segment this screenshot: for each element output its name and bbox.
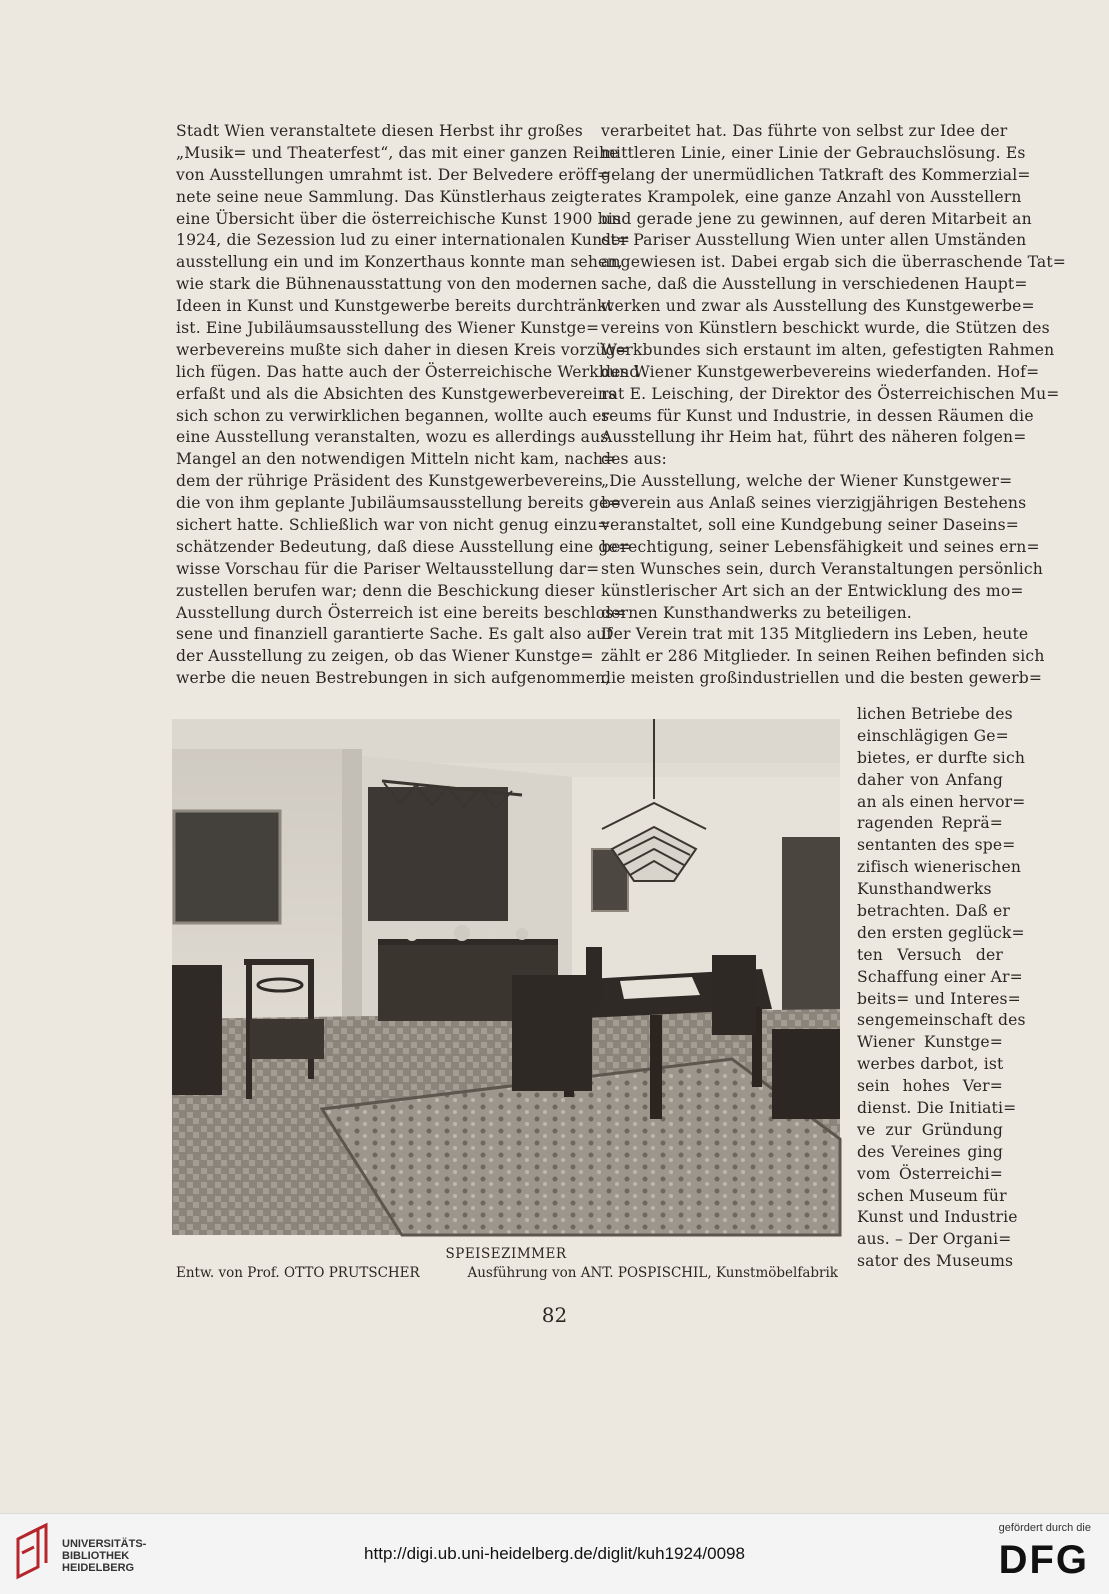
text-line: des Vereines ging bbox=[857, 1142, 1003, 1161]
text-line: zählt er 286 Mitglieder. In seinen Reihen befinden sich bbox=[601, 647, 1045, 666]
text-line: ist. Eine Jubiläumsausstellung des Wiener Kunstge= bbox=[176, 319, 600, 338]
text-line: vereins von Künstlern beschickt wurde, die Stützen des bbox=[601, 319, 1050, 338]
text-line: lichen Betriebe des bbox=[857, 705, 1013, 723]
text-line: des Wiener Kunstgewerbevereins wiederfanden. Hof= bbox=[601, 362, 1040, 381]
library-footer bbox=[0, 1513, 1109, 1594]
text-line: Kunsthandwerks bbox=[857, 880, 992, 899]
text-line: von Ausstellungen umrahmt ist. Der Belvedere eröff= bbox=[176, 165, 611, 184]
text-line: eine Übersicht über die österreichische Kunst 1900 bis bbox=[176, 209, 622, 228]
text-line: „Musik= und Theaterfest“, das mit einer ganzen Reihe bbox=[176, 143, 619, 162]
text-line: sator des Museums bbox=[857, 1252, 1014, 1271]
text-line: Ausstellung ihr Heim hat, führt des näheren folgen= bbox=[601, 428, 1027, 447]
text-line: sten Wunsches sein, durch Veranstaltungen persönlich bbox=[601, 559, 1043, 578]
text-line: Ideen in Kunst und Kunstgewerbe bereits durchtränkt bbox=[176, 297, 614, 316]
text-line: wisse Vorschau für die Pariser Weltausstellung dar= bbox=[176, 559, 600, 578]
text-line: aus. – Der Organi= bbox=[857, 1230, 1012, 1249]
text-line: berechtigung, seiner Lebensfähigkeit und seines ern= bbox=[601, 537, 1040, 556]
text-line: schen Museum für bbox=[857, 1186, 1007, 1205]
text-line: ten Versuch der bbox=[857, 945, 1003, 964]
text-line: eine Ausstellung veranstalten, wozu es allerdings aus bbox=[176, 428, 609, 447]
institution-line: UNIVERSITÄTS- bbox=[62, 1538, 147, 1550]
text-line: sene und finanziell garantierte Sache. Es galt also auf bbox=[176, 625, 613, 644]
text-line: werbe die neuen Bestrebungen in sich aufgenommen, bbox=[176, 669, 611, 688]
right-column-text bbox=[601, 121, 1066, 690]
text-line: Werkbundes sich erstaunt im alten, gefestigten Rahmen bbox=[601, 340, 1055, 359]
institution-line: BIBLIOTHEK bbox=[62, 1550, 130, 1562]
text-line: beverein aus Anlaß seines vierzigjährigen Bestehens bbox=[601, 494, 1027, 513]
text-line: erfaßt und als die Absichten des Kunstgewerbevereins bbox=[176, 384, 617, 403]
text-line: den ersten geglück= bbox=[857, 923, 1025, 942]
photo-caption-title: SPEISEZIMMER bbox=[445, 1246, 567, 1262]
text-line: sichert hatte. Schließlich war von nicht genug einzu= bbox=[176, 516, 611, 535]
text-line: rates Krampolek, eine ganze Anzahl von Ausstellern bbox=[601, 187, 1022, 206]
page-number: 82 bbox=[541, 1303, 568, 1327]
text-line: Mangel an den notwendigen Mitteln nicht kam, nach= bbox=[176, 450, 617, 469]
text-line: an als einen hervor= bbox=[857, 792, 1026, 811]
funded-by-label: gefördert durch die bbox=[998, 1522, 1091, 1534]
text-line: vom Österreichi= bbox=[857, 1164, 1003, 1183]
text-line: betrachten. Daß er bbox=[857, 902, 1011, 921]
text-line: zustellen berufen war; denn die Beschickung dieser bbox=[176, 581, 595, 600]
text-line: die meisten großindustriellen und die besten gewerb= bbox=[601, 669, 1043, 688]
text-line: angewiesen ist. Dabei ergab sich die überraschende Tat= bbox=[601, 253, 1066, 272]
text-line: die von ihm geplante Jubiläumsausstellung bereits ge= bbox=[176, 494, 622, 513]
text-line: schätzender Bedeutung, daß diese Ausstellung eine ge= bbox=[176, 537, 632, 556]
text-line: 1924, die Sezession lud zu einer internationalen Kunst= bbox=[176, 231, 631, 250]
text-line: rat E. Leisching, der Direktor des Österreichischen Mu= bbox=[601, 384, 1060, 403]
text-line: Schaffung einer Ar= bbox=[857, 967, 1023, 986]
right-narrow-column-text bbox=[857, 704, 1026, 1273]
text-line: werbevereins mußte sich daher in diesen Kreis vorzüg= bbox=[176, 340, 629, 359]
text-line: lich fügen. Das hatte auch der Österreichische Werkbund bbox=[176, 362, 640, 381]
text-line: werken und zwar als Ausstellung des Kunstgewerbe= bbox=[601, 297, 1035, 316]
text-line: ragenden Reprä= bbox=[857, 814, 1003, 833]
text-line: dem der rührige Präsident des Kunstgewerbevereins bbox=[176, 472, 603, 491]
text-line: wie stark die Bühnenausstattung von den modernen bbox=[176, 275, 598, 294]
text-line: der Ausstellung zu zeigen, ob das Wiener Kunstge= bbox=[176, 647, 594, 666]
text-line: ausstellung ein und im Konzerthaus konnte man sehen, bbox=[176, 253, 623, 272]
text-line: dernen Kunsthandwerks zu beteiligen. bbox=[601, 603, 912, 622]
text-line: Ausstellung durch Österreich ist eine bereits beschlos= bbox=[176, 603, 627, 622]
text-line: zifisch wienerischen bbox=[857, 858, 1022, 877]
text-line: künstlerischer Art sich an der Entwicklung des mo= bbox=[601, 581, 1024, 600]
photo-caption-execution-credit: Ausführung von ANT. POSPISCHIL, Kunstmöbelfabrik bbox=[467, 1265, 838, 1281]
text-line: werbes darbot, ist bbox=[857, 1055, 1004, 1074]
text-line: seums für Kunst und Industrie, in dessen Räumen die bbox=[601, 406, 1034, 425]
text-line: dienst. Die Initiati= bbox=[857, 1099, 1017, 1118]
photo-caption-design-credit: Entw. von Prof. OTTO PRUTSCHER bbox=[176, 1265, 420, 1281]
dfg-logo: DFG bbox=[998, 1538, 1089, 1582]
text-line: mittleren Linie, einer Linie der Gebrauchslösung. Es bbox=[601, 143, 1026, 162]
text-line: Kunst und Industrie bbox=[857, 1208, 1018, 1227]
text-line: „Die Ausstellung, welche der Wiener Kunstgewer= bbox=[601, 472, 1013, 491]
text-line: und gerade jene zu gewinnen, auf deren Mitarbeit an bbox=[601, 209, 1032, 228]
text-line: beits= und Interes= bbox=[857, 989, 1021, 1008]
text-line: sentanten des spe= bbox=[857, 836, 1016, 855]
text-line: verarbeitet hat. Das führte von selbst zur Idee der bbox=[601, 122, 1008, 140]
text-line: gelang der unermüdlichen Tatkraft des Kommerzial= bbox=[601, 165, 1031, 184]
text-line: sein hohes Ver= bbox=[857, 1077, 1003, 1096]
text-line: sich schon zu verwirklichen begannen, wollte auch er bbox=[176, 406, 610, 425]
text-line: nete seine neue Sammlung. Das Künstlerhaus zeigte bbox=[176, 187, 600, 206]
dining-room-photo bbox=[172, 719, 840, 1235]
text-line: sengemeinschaft des bbox=[857, 1011, 1026, 1030]
text-line: der Pariser Ausstellung Wien unter allen Umständen bbox=[601, 231, 1027, 250]
text-line: bietes, er durfte sich bbox=[857, 748, 1026, 767]
text-line: veranstaltet, soll eine Kundgebung seiner Daseins= bbox=[601, 516, 1019, 535]
permalink-url[interactable]: http://digi.ub.uni-heidelberg.de/diglit/kuh1924/0098 bbox=[364, 1544, 745, 1563]
text-line: daher von Anfang bbox=[857, 770, 1003, 789]
text-line: Wiener Kunstge= bbox=[857, 1033, 1003, 1052]
text-line: sache, daß die Ausstellung in verschiedenen Haupt= bbox=[601, 275, 1028, 294]
institution-line: HEIDELBERG bbox=[62, 1562, 135, 1574]
text-line: einschlägigen Ge= bbox=[857, 726, 1009, 745]
dining-room-illustration bbox=[172, 719, 840, 1235]
text-line: des aus: bbox=[601, 450, 667, 469]
text-line: ve zur Gründung bbox=[857, 1120, 1003, 1139]
text-line: Stadt Wien veranstaltete diesen Herbst ihr großes bbox=[176, 122, 583, 140]
text-line: Der Verein trat mit 135 Mitgliedern ins Leben, heute bbox=[601, 625, 1029, 644]
